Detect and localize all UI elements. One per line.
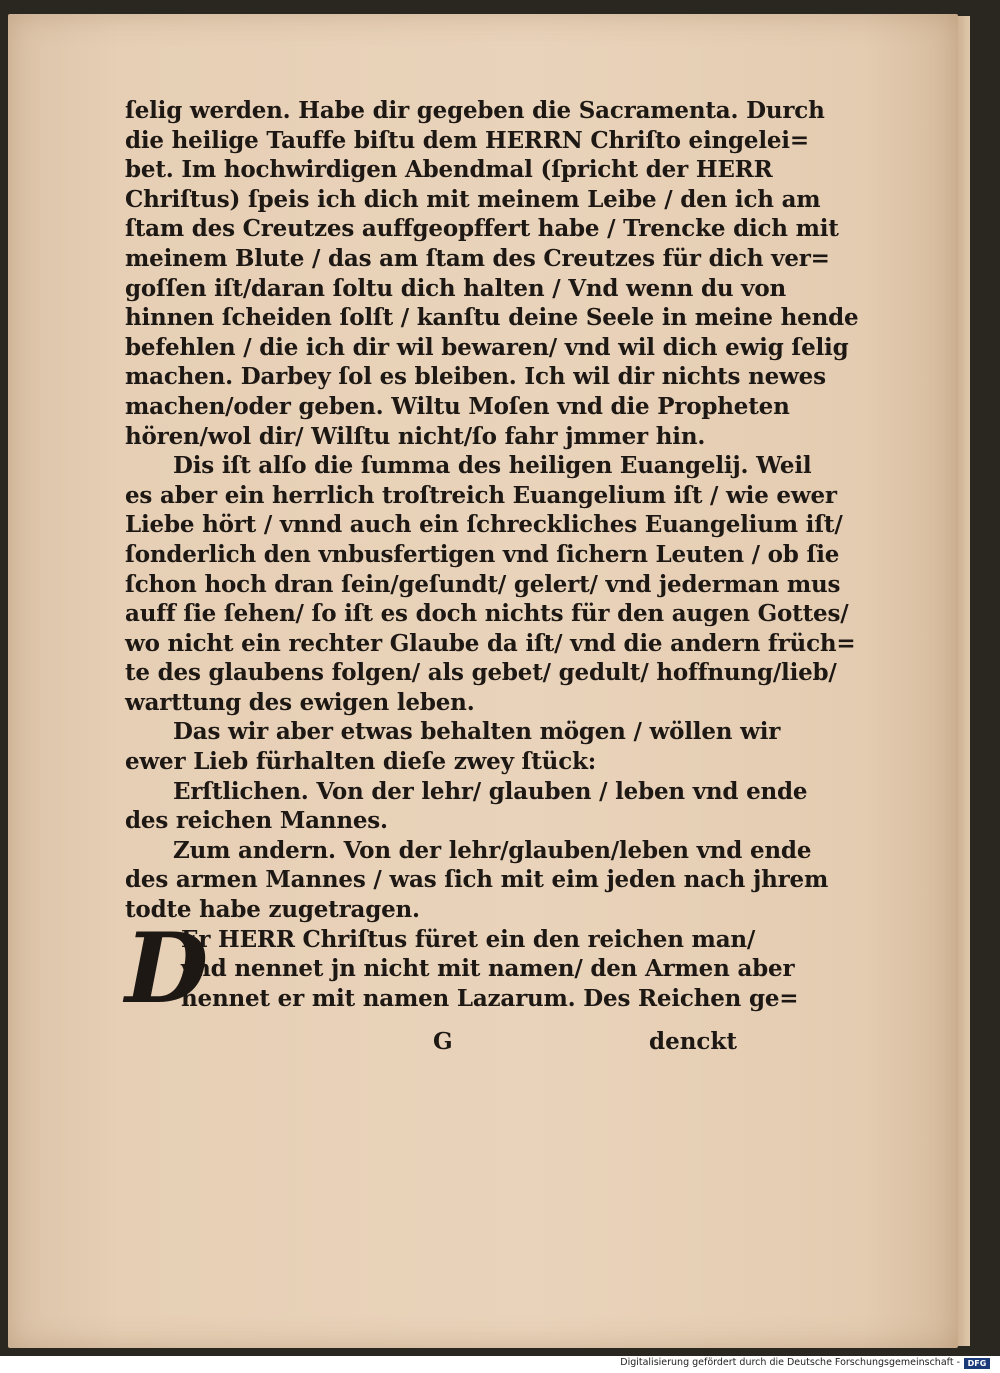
text-line: ſtam des Creutzes auffgeopffert habe / Trencke dich mit bbox=[125, 215, 839, 243]
text-line: ewer Lieb fürhalten dieſe zwey ſtück: bbox=[125, 748, 597, 776]
text-line: hören/wol dir/ Wilſtu nicht/ſo fahr jmmer hin. bbox=[125, 422, 706, 450]
page-edge bbox=[958, 16, 970, 1346]
signature-mark: G bbox=[433, 1028, 453, 1055]
text-line: vnd nennet jn nicht mit namen/ den Armen aber bbox=[181, 955, 795, 983]
dropcap-letter: D bbox=[125, 911, 209, 1025]
page-text bbox=[125, 96, 859, 1025]
text-line: Er HERR Chriſtus füret ein den reichen man/ bbox=[181, 925, 756, 953]
text-line: des reichen Mannes. bbox=[125, 807, 388, 835]
text-line: ſonderlich den vnbusfertigen vnd ſichern Leuten / ob ſie bbox=[125, 540, 840, 568]
dropcap-paragraph bbox=[125, 911, 799, 1025]
text-line: es aber ein herrlich troſtreich Euangelium iſt / wie ewer bbox=[125, 481, 837, 509]
text-line: hinnen ſcheiden ſolſt / kanſtu deine Seele in meine hende bbox=[125, 304, 859, 332]
text-line: warttung des ewigen leben. bbox=[125, 688, 475, 716]
text-line: auff ſie ſehen/ ſo iſt es doch nichts für den augen Gottes/ bbox=[125, 600, 849, 628]
dfg-logo: DFG bbox=[964, 1358, 990, 1369]
page-footer bbox=[125, 1028, 737, 1058]
text-line: Chriſtus) ſpeis ich dich mit meinem Leibe / den ich am bbox=[125, 185, 821, 213]
text-line: die heilige Tauffe biſtu dem HERRN Chriſto eingelei= bbox=[125, 126, 809, 154]
digitization-credit: Digitalisierung gefördert durch die Deutsche Forschungsgemeinschaft - bbox=[620, 1357, 960, 1368]
text-line: todte habe zugetragen. bbox=[125, 896, 420, 924]
text-line: te des glaubens folgen/ als gebet/ gedult/ hoffnung/lieb/ bbox=[125, 659, 837, 687]
text-line: wo nicht ein rechter Glaube da iſt/ vnd die andern früch= bbox=[125, 629, 856, 657]
text-line: meinem Blute / das am ſtam des Creutzes für dich ver= bbox=[125, 244, 830, 272]
text-line: Erſtlichen. Von der lehr/ glauben / leben vnd ende bbox=[173, 777, 808, 805]
text-line: machen. Darbey ſol es bleiben. Ich wil dir nichts newes bbox=[125, 363, 826, 391]
text-line: goſſen iſt/daran ſoltu dich halten / Vnd wenn du von bbox=[125, 274, 786, 302]
text-line: Dis iſt alſo die ſumma des heiligen Euangelij. Weil bbox=[173, 452, 812, 480]
text-line: nennet er mit namen Lazarum. Des Reichen ge= bbox=[181, 984, 799, 1012]
catchword: denckt bbox=[648, 1028, 737, 1055]
text-line: Liebe hört / vnnd auch ein ſchreckliches Euangelium iſt/ bbox=[125, 511, 843, 539]
text-line: Das wir aber etwas behalten mögen / wöllen wir bbox=[173, 718, 781, 746]
text-line: Zum andern. Von der lehr/glauben/leben vnd ende bbox=[173, 836, 812, 864]
text-line: ſchon hoch dran ſein/geſundt/ gelert/ vnd jederman mus bbox=[125, 570, 841, 598]
text-line: ſelig werden. Habe dir gegeben die Sacramenta. Durch bbox=[125, 97, 825, 124]
text-line: des armen Mannes / was ſich mit eim jeden nach jhrem bbox=[125, 866, 829, 894]
text-line: machen/oder geben. Wiltu Moſen vnd die Propheten bbox=[125, 392, 790, 420]
text-line: befehlen / die ich dir wil bewaren/ vnd wil dich ewig ſelig bbox=[125, 333, 849, 361]
text-line: bet. Im hochwirdigen Abendmal (ſpricht der HERR bbox=[125, 156, 773, 184]
